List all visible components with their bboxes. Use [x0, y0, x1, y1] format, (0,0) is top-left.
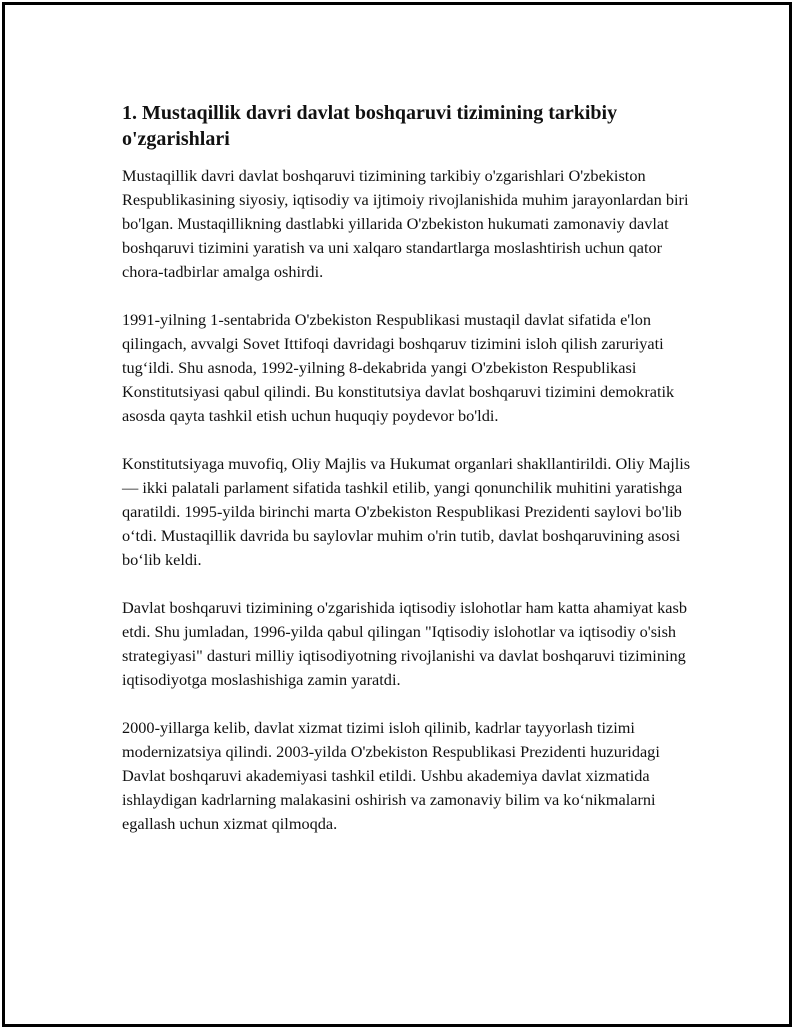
page-frame — [2, 2, 792, 1027]
document-body — [122, 100, 697, 860]
paragraph-2: 1991-yilning 1-sentabrida O'zbekiston Respublikasi mustaqil davlat sifatida e'lon qilingach, avvalgi Sovet Ittifoqi davridagi boshqaruv tizimini isloh qilish zaruriyati tug‘ildi. Shu asnoda, 1992-yilning 8-dekabrida yangi O'zbekiston Respublikasi Konstitutsiyasi qabul qilindi. Bu konstitutsiya davlat boshqaruvi tizimini demokratik asosda qayta tashkil etish uchun huquqiy poydevor bo'ldi. — [122, 310, 675, 425]
paragraph-5: 2000-yillarga kelib, davlat xizmat tizimi isloh qilinib, kadrlar tayyorlash tizimi modernizatsiya qilindi. 2003-yilda O'zbekiston Respublikasi Prezidenti huzuridagi Davlat boshqaruvi akademiyasi tashkil etildi. Ushbu akademiya davlat xizmatida ishlaydigan kadrlarning malakasini oshirish va zamonaviy bilim va ko‘nikmalarni egallash uchun xizmat qilmoqda. — [122, 718, 660, 833]
paragraph-4: Davlat boshqaruvi tizimining o'zgarishida iqtisodiy islohotlar ham katta ahamiyat kasb etdi. Shu jumladan, 1996-yilda qabul qilingan "Iqtisodiy islohotlar va iqtisodiy o'sish strategiyasi" dasturi milliy iqtisodiyotning rivojlanishi va davlat boshqaruvi tizimining iqtisodiyotga moslashishiga zamin yaratdi. — [122, 598, 687, 689]
section-heading: 1. Mustaqillik davri davlat boshqaruvi tizimining tarkibiy o'zgarishlari — [122, 102, 618, 150]
paragraph-3: Konstitutsiyaga muvofiq, Oliy Majlis va Hukumat organlari shakllantirildi. Oliy Majlis — ikki palatali parlament sifatida tashkil etilib, yangi qonunchilik muhitini yaratishga qaratildi. 1995-yilda birinchi marta O'zbekiston Respublikasi Prezidenti saylovi bo'lib o‘tdi. Mustaqillik davrida bu saylovlar muhim o'rin tutib, davlat boshqaruvining asosi bo‘lib keldi. — [122, 454, 691, 569]
paragraph-1: Mustaqillik davri davlat boshqaruvi tizimining tarkibiy o'zgarishlari O'zbekiston Respublikasining siyosiy, iqtisodiy va ijtimoiy rivojlanishida muhim jarayonlardan biri bo'lgan. Mustaqillikning dastlabki yillarida O'zbekiston hukumati zamonaviy davlat boshqaruvi tizimini yaratish va uni xalqaro standartlarga moslashtirish uchun qator chora-tadbirlar amalga oshirdi. — [122, 166, 689, 281]
